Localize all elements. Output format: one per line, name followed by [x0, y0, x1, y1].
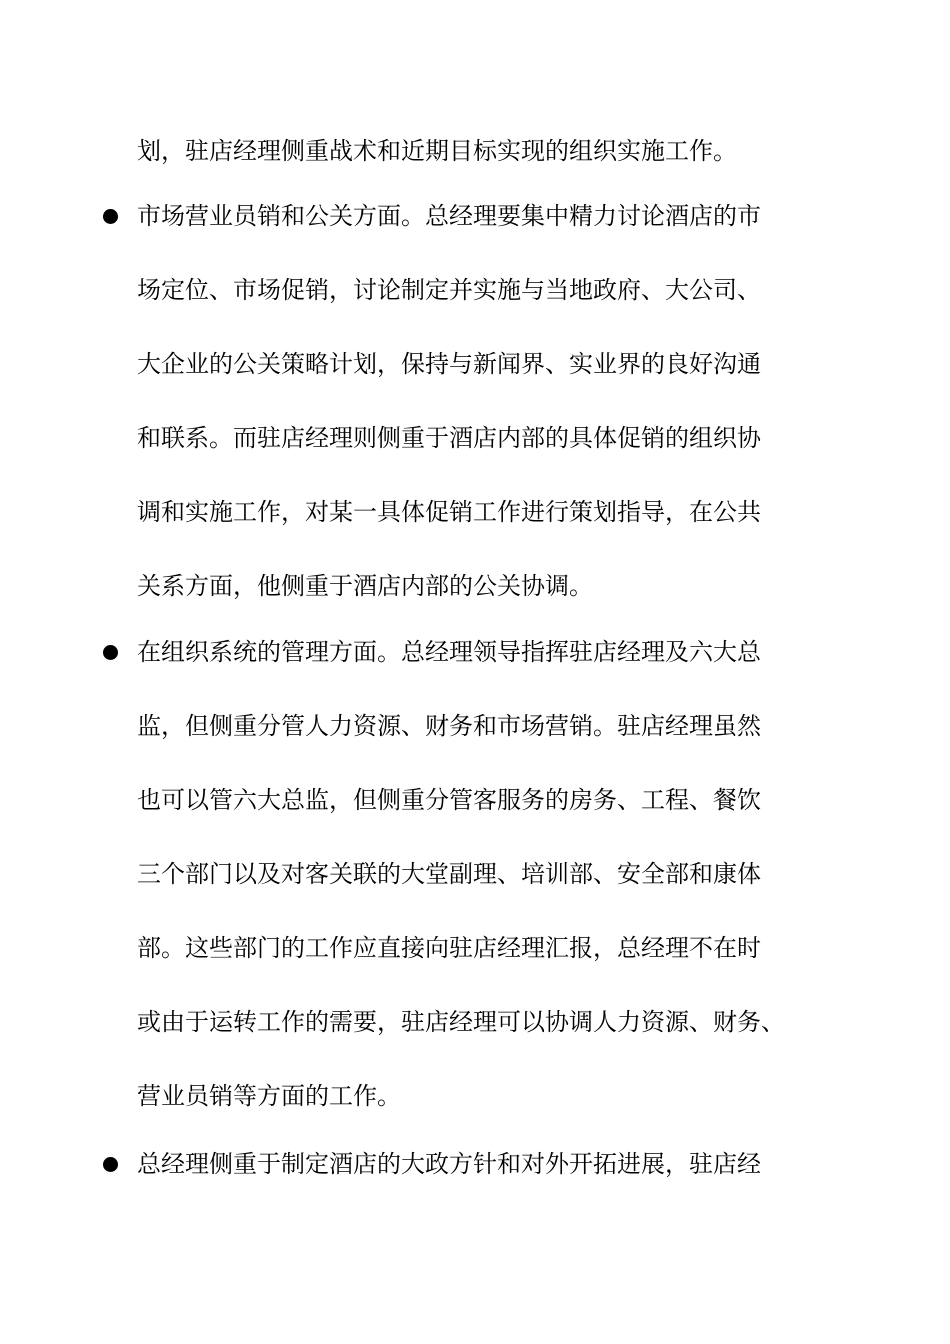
bullet-icon — [103, 209, 118, 224]
bullet-2-line-5: 部。这些部门的工作应直接向驻店经理汇报，总经理不在时 — [137, 934, 761, 962]
bullet-1-line-4: 和联系。而驻店经理则侧重于酒店内部的具体促销的组织协 — [137, 424, 761, 452]
bullet-icon — [103, 1157, 118, 1172]
bullet-1-line-6: 关系方面，他侧重于酒店内部的公关协调。 — [137, 572, 593, 600]
bullet-icon — [103, 645, 118, 660]
bullet-1-line-3: 大企业的公关策略计划，保持与新闻界、实业界的良好沟通 — [137, 350, 761, 378]
bullet-2-line-7: 营业员销等方面的工作。 — [137, 1082, 401, 1110]
bullet-2-line-1: 在组织系统的管理方面。总经理领导指挥驻店经理及六大总 — [137, 638, 761, 666]
bullet-2-line-6: 或由于运转工作的需要，驻店经理可以协调人力资源、财务、 — [137, 1008, 785, 1036]
bullet-2-line-3: 也可以管六大总监，但侧重分管客服务的房务、工程、餐饮 — [137, 786, 761, 814]
bullet-1-line-2: 场定位、市场促销，讨论制定并实施与当地政府、大公司、 — [137, 276, 761, 304]
bullet-1-line-5: 调和实施工作，对某一具体促销工作进行策划指导，在公共 — [137, 498, 761, 526]
bullet-2-line-4: 三个部门以及对客关联的大堂副理、培训部、安全部和康体 — [137, 860, 761, 888]
bullet-1-line-1: 市场营业员销和公关方面。总经理要集中精力讨论酒店的市 — [137, 202, 761, 230]
bullet-2-line-2: 监，但侧重分管人力资源、财务和市场营销。驻店经理虽然 — [137, 712, 761, 740]
paragraph-continuation-line: 划，驻店经理侧重战术和近期目标实现的组织实施工作。 — [137, 137, 737, 165]
bullet-3-line-1: 总经理侧重于制定酒店的大政方针和对外开拓进展，驻店经 — [137, 1150, 761, 1178]
